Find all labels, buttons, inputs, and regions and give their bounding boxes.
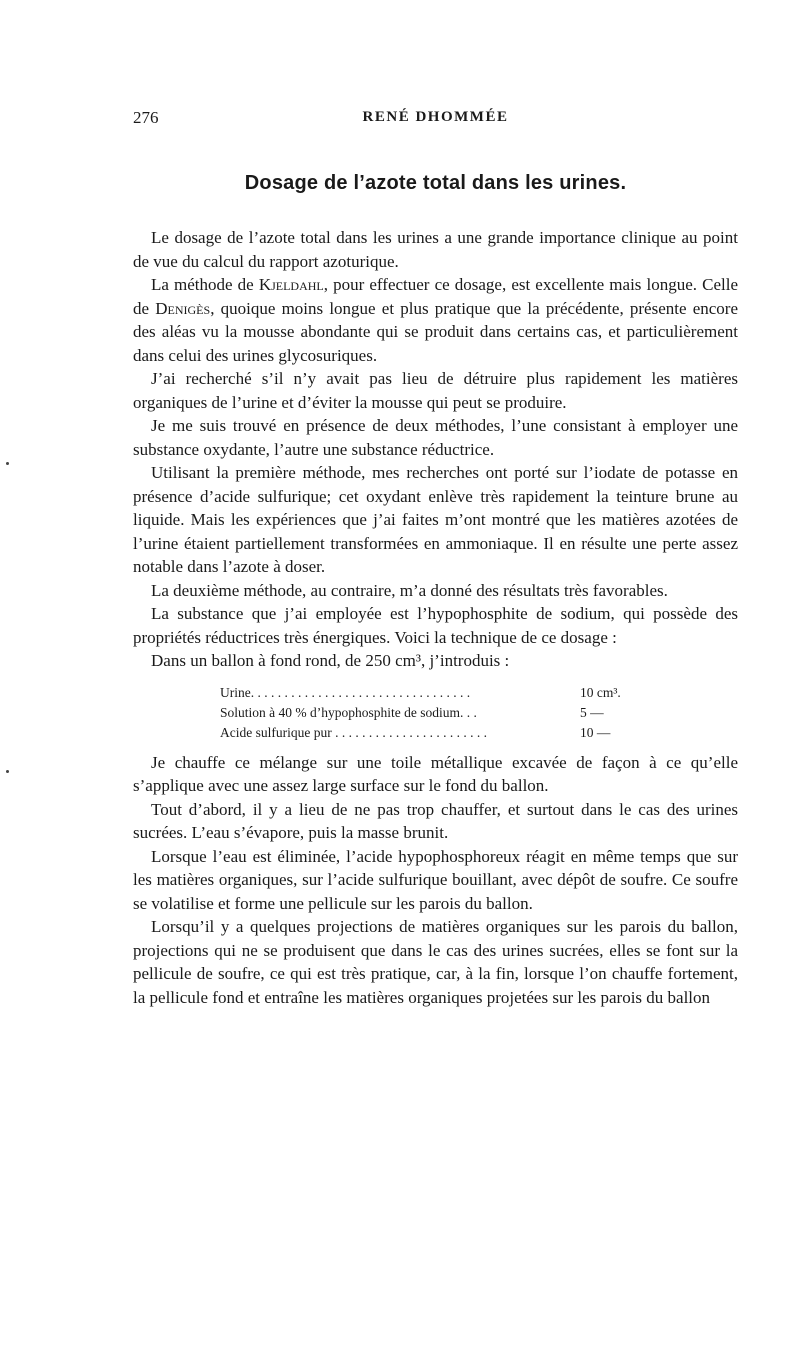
ingredient-name: Solution à 40 % d’hypophosphite de sodium. . .: [220, 704, 477, 720]
ingredient-name: Urine. . . . . . . . . . . . . . . . . . . . . . . . . . . . . . . . .: [220, 684, 471, 700]
paragraph-2-text-b: , pour effectuer ce dosage, est excellente mais longue. Celle de: [133, 275, 739, 318]
paragraph-7: La substance que j’ai employée est l’hypophosphite de sodium, qui possède des propriétés réductrices très énergiques. Voici la technique de ce dosage :: [133, 604, 738, 647]
paragraph-12: Lorsqu’il y a quelques projections de matières organiques sur les parois du ballon, projections qui ne se produisent que dans le cas des urines sucrées, elles se font sur la pellicule de soufre, ce qui est très pratique, car, à la fin, lorsque l’on chauffe fortement, la pellicule fond et entraîne les matières organiques projetées sur les parois du ballon: [133, 917, 738, 1007]
paragraph-2: [133, 273, 738, 367]
ingredient-quantity: 5 —: [580, 704, 604, 720]
ingredients-list: [220, 683, 642, 743]
paragraph-3: J’ai recherché s’il n’y avait pas lieu de détruire plus rapidement les matières organiques de l’urine et d’éviter la mousse qui peut se produire.: [133, 369, 738, 412]
paragraph-4: Je me suis trouvé en présence de deux méthodes, l’une consistant à employer une substance oxydante, l’autre une substance réductrice.: [133, 416, 738, 459]
ingredient-row: [220, 683, 642, 703]
page-header: [133, 108, 738, 132]
paragraph-5: Utilisant la première méthode, mes recherches ont porté sur l’iodate de potasse en présence d’acide sulfurique; cet oxydant enlève très rapidement la teinture brune au liquide. Mais les expériences que j’ai faites m’ont montré que les matières azotées de l’urine étaient partiellement transformées en ammoniaque. Il en résulte une perte assez notable dans l’azote à doser.: [133, 463, 738, 576]
paragraph-8: Dans un ballon à fond rond, de 250 cm³, j’introduis :: [151, 651, 510, 670]
section-title: Dosage de l’azote total dans les urines.: [244, 172, 627, 194]
running-head: RENÉ DHOMMÉE: [362, 109, 509, 125]
body-text: [133, 226, 738, 1009]
name-deniges: Denigès: [155, 298, 211, 318]
paragraph-10: Tout d’abord, il y a lieu de ne pas trop chauffer, et surtout dans le cas des urines sucrées. L’eau s’évapore, puis la masse brunit.: [133, 799, 738, 842]
paragraph-6: La deuxième méthode, au contraire, m’a donné des résultats très favorables.: [151, 580, 668, 600]
margin-speck: [6, 462, 9, 465]
paragraph-2-text-c: , quoique moins longue et plus pratique que la précédente, présente encore des aléas vu la mousse abondante qui se produit dans certains cas, et particulièrement dans celui des urines glycosuriques.: [133, 298, 738, 365]
page-number: 276: [133, 108, 159, 127]
ingredient-name: Acide sulfurique pur . . . . . . . . . . . . . . . . . . . . . . .: [220, 724, 487, 740]
ingredient-row: [220, 703, 642, 723]
paragraph-1: Le dosage de l’azote total dans les urines a une grande importance clinique au point de vue du calcul du rapport azoturique.: [133, 228, 738, 271]
paragraph-9: Je chauffe ce mélange sur une toile métallique excavée de façon à ce qu’elle s’applique avec une assez large surface sur le fond du ballon.: [133, 752, 738, 795]
margin-speck: [6, 770, 9, 773]
paragraph-11: Lorsque l’eau est éliminée, l’acide hypophosphoreux réagit en même temps que sur les matières organiques, sur l’acide sulfurique bouillant, avec dépôt de soufre. Ce soufre se volatilise et forme une pellicule sur les parois du ballon.: [133, 846, 738, 913]
ingredient-row: [220, 723, 642, 743]
name-kjeldahl: Kjeldahl: [258, 275, 324, 294]
paragraph-2-text-a: La méthode de: [151, 275, 259, 294]
ingredient-quantity: 10 cm³.: [580, 684, 621, 700]
ingredient-quantity: 10 —: [580, 724, 611, 740]
